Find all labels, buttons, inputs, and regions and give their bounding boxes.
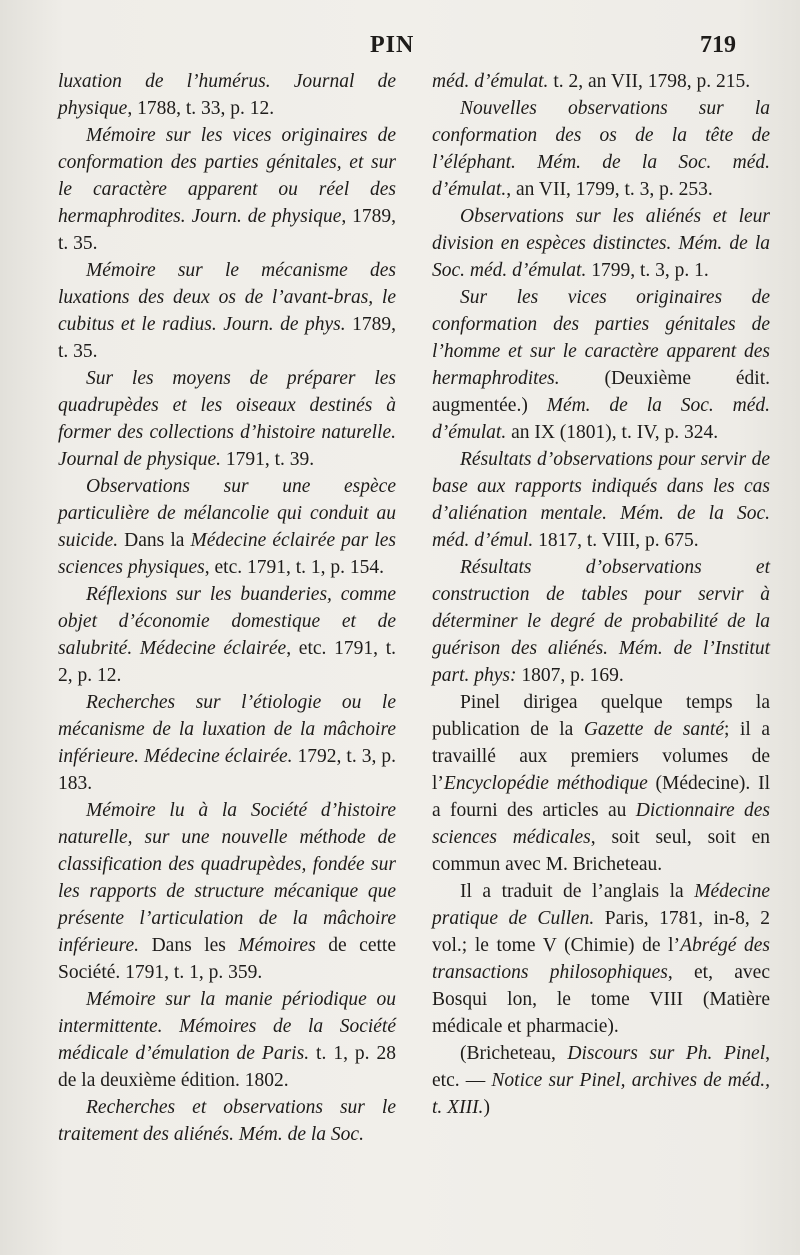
bibliography-paragraph: Mémoire sur les vices originaires de conformation des parties génitales, et sur le caractère apparent ou réel des hermaphrodites. Journ. de physique, 1789, t. 35. (58, 125, 396, 254)
bibliography-paragraph: luxation de l’humérus. Journal de physique, 1788, t. 33, p. 12. (58, 71, 396, 119)
bibliography-paragraph: Observations sur les aliénés et leur division en espèces distinctes. Mém. de la Soc. méd. d’émulat. 1799, t. 3, p. 1. (432, 206, 770, 281)
page-header (0, 30, 800, 64)
bibliography-paragraph: Pinel dirigea quelque temps la publication de la Gazette de santé; il a travaillé aux premiers volumes de l’Encyclopédie méthodique (Médecine). Il a fourni des articles au Dictionnaire des sciences médicales, soit seul, soit en commun avec M. Bricheteau. (432, 692, 770, 875)
bibliography-paragraph: Résultats d’observations et construction de tables pour servir à déterminer le degré de probabilité de la guérison des aliénés. Mém. de l’Institut part. phys: 1807, p. 169. (432, 557, 770, 686)
bibliography-paragraph: Recherches et observations sur le traitement des aliénés. Mém. de la Soc. (58, 1097, 396, 1145)
bibliography-paragraph: Il a traduit de l’anglais la Médecine pratique de Cullen. Paris, 1781, in-8, 2 vol.; le tome V (Chimie) de l’Abrégé des transactions philosophiques, et, avec Bosqui lon, le tome VIII (Matière médicale et pharmacie). (432, 881, 770, 1037)
page-number: 719 (700, 32, 736, 58)
bibliography-paragraph: Sur les vices originaires de conformation des parties génitales de l’homme et sur le caractère apparent des hermaphrodites. (Deuxième édit. augmentée.) Mém. de la Soc. méd. d’émulat. an IX (1801), t. IV, p. 324. (432, 287, 770, 443)
bibliography-paragraph: Observations sur une espèce particulière de mélancolie qui conduit au suicide. Dans la Médecine éclairée par les sciences physiques, etc. 1791, t. 1, p. 154. (58, 476, 396, 578)
running-head: PIN (370, 32, 415, 58)
bibliography-paragraph: Nouvelles observations sur la conformation des os de la tête de l’éléphant. Mém. de la Soc. méd. d’émulat., an VII, 1799, t. 3, p. 253. (432, 98, 770, 200)
bibliography-paragraph: Mémoire lu à la Société d’histoire naturelle, sur une nouvelle méthode de classification des quadrupèdes, fondée sur les rapports de structure mécanique que présente l’articulation de la mâchoire inférieure. Dans les Mémoires de cette Société. 1791, t. 1, p. 359. (58, 800, 396, 983)
left-column (58, 68, 396, 1148)
show-through-bleed (80, 1140, 730, 1240)
bibliography-paragraph: Mémoire sur le mécanisme des luxations des deux os de l’avant-bras, le cubitus et le radius. Journ. de phys. 1789, t. 35. (58, 260, 397, 362)
bibliography-paragraph: Recherches sur l’étiologie ou le mécanisme de la luxation de la mâchoire inférieure. Médecine éclairée. 1792, t. 3, p. 183. (58, 692, 397, 794)
bibliography-paragraph: Réflexions sur les buanderies, comme objet d’économie domestique et de salubrité. Médecine éclairée, etc. 1791, t. 2, p. 12. (58, 584, 396, 686)
bibliography-paragraph: Mémoire sur la manie périodique ou intermittente. Mémoires de la Société médicale d’émulation de Paris. t. 1, p. 28 de la deuxième édition. 1802. (58, 989, 397, 1091)
bibliography-paragraph: (Bricheteau, Discours sur Ph. Pinel, etc. — Notice sur Pinel, archives de méd., t. XIII.) (432, 1043, 770, 1118)
two-column-body (58, 68, 770, 1148)
right-column (432, 68, 770, 1148)
bibliography-paragraph: Résultats d’observations pour servir de base aux rapports indiqués dans les cas d’aliénation mentale. Mém. de la Soc. méd. d’émul. 1817, t. VIII, p. 675. (432, 449, 770, 551)
bibliography-paragraph: méd. d’émulat. t. 2, an VII, 1798, p. 215. (432, 71, 751, 92)
bibliography-paragraph: Sur les moyens de préparer les quadrupèdes et les oiseaux destinés à former des collections d’histoire naturelle. Journal de physique. 1791, t. 39. (58, 368, 396, 470)
